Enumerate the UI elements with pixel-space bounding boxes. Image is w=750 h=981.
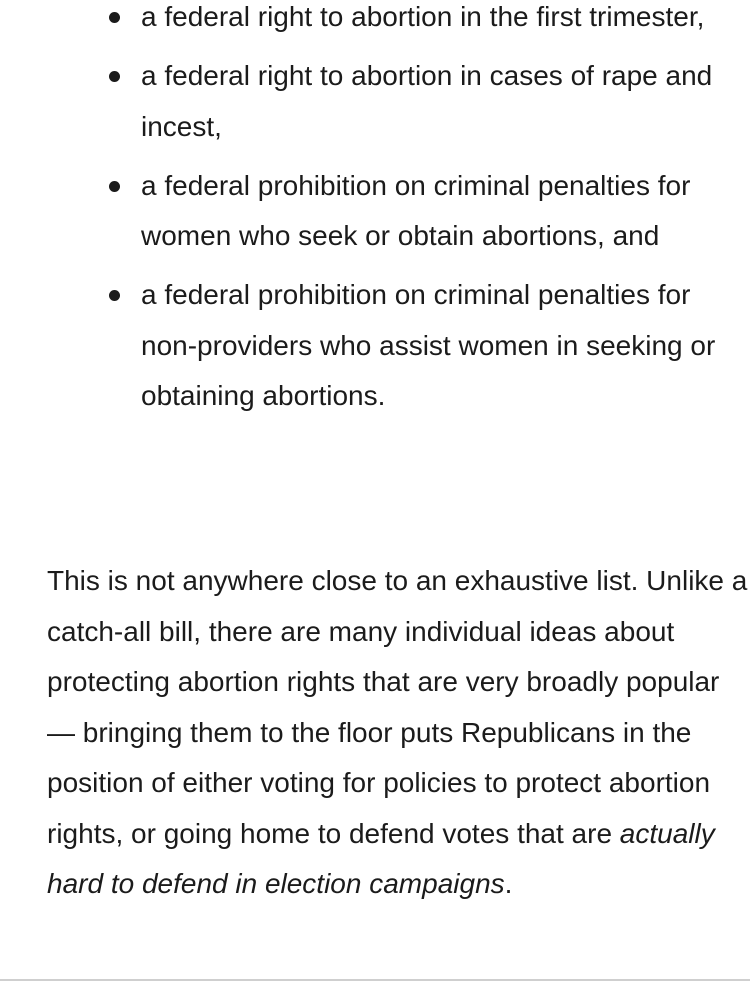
- bullet-icon: [109, 181, 120, 192]
- paragraph-end: .: [504, 868, 513, 899]
- list-item: [0, 51, 750, 152]
- list-item: [0, 0, 750, 43]
- list-item-text: a federal prohibition on criminal penalties for women who seek or obtain abortions, and: [141, 169, 691, 251]
- emphasized-text: actually hard to defend in election campaigns: [47, 817, 715, 899]
- bullet-list: [0, 0, 750, 430]
- list-item-text: a federal prohibition on criminal penalties for non-providers who assist women in seeking or obtaining abortions.: [141, 279, 716, 411]
- bullet-icon: [109, 290, 120, 301]
- list-item-text: a federal right to abortion in the first trimester,: [141, 1, 705, 32]
- list-item-text: a federal right to abortion in cases of rape and incest,: [141, 60, 713, 142]
- bullet-icon: [109, 71, 120, 82]
- bullet-icon: [109, 12, 120, 23]
- list-item: [0, 161, 750, 262]
- body-paragraph: [47, 556, 750, 910]
- paragraph-text: This is not anywhere close to an exhaustive list. Unlike a catch-all bill, there are many individual ideas about protecting abortion rights that are very broadly popular — bringing them to the floor puts Republicans in the position of either voting for policies to protect abortion rights, or going home to defend votes that are: [47, 565, 748, 849]
- list-item: [0, 270, 750, 422]
